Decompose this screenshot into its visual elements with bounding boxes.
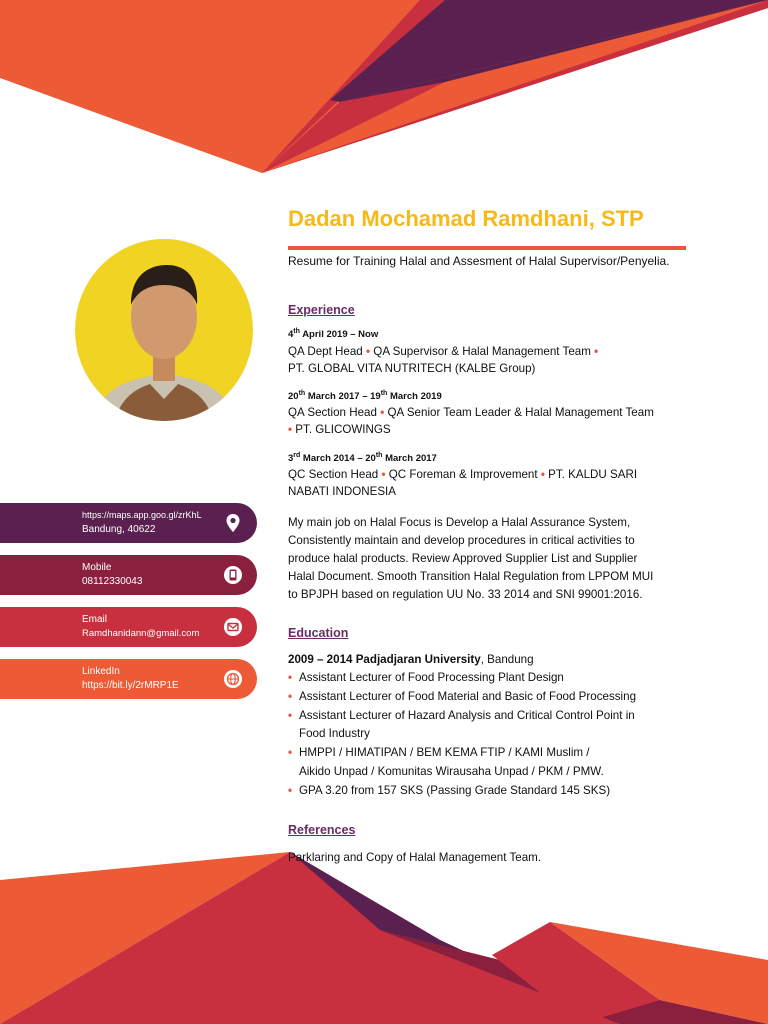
email-label: Email	[82, 614, 108, 625]
contact-mobile[interactable]	[0, 555, 257, 595]
location-pin-icon	[223, 513, 243, 533]
experience-role: QC Section Head • QC Foreman & Improvement • PT. KALDU SARI	[288, 468, 638, 481]
experience-date: 4th April 2019 – Now	[288, 328, 379, 341]
address-city: Bandung, 40622	[82, 524, 156, 535]
education-bullet: • Assistant Lecturer of Food Processing Plant Design	[288, 671, 564, 684]
phone-icon	[223, 565, 243, 585]
address-link[interactable]: https://maps.app.goo.gl/zrKhL	[82, 510, 202, 520]
email-value[interactable]: Ramdhanidann@gmail.com	[82, 628, 200, 639]
education-bullet: • GPA 3.20 from 157 SKS (Passing Grade Standard 145 SKS)	[288, 784, 611, 797]
mail-icon	[223, 617, 243, 637]
experience-date: 3rd March 2014 – 20th March 2017	[288, 452, 437, 465]
summary-line: Halal Document. Smooth Transition Halal Regulation from LPPOM MUI	[288, 570, 654, 583]
mobile-value[interactable]: 08112330043	[82, 576, 143, 587]
contact-address[interactable]	[0, 503, 257, 543]
experience-company: NABATI INDONESIA	[288, 485, 397, 498]
education-bullet: Aikido Unpad / Komunitas Wirausaha Unpad / PKM / PMW.	[299, 765, 604, 778]
references-text: Parklaring and Copy of Halal Management Team.	[288, 851, 542, 864]
experience-date: 20th March 2017 – 19th March 2019	[288, 390, 442, 403]
section-heading-education: Education	[288, 626, 349, 640]
summary-line: My main job on Halal Focus is Develop a Halal Assurance System,	[288, 516, 631, 529]
globe-icon	[223, 669, 243, 689]
summary-line: produce halal products. Review Approved Supplier List and Supplier	[288, 552, 638, 565]
job-summary	[288, 514, 688, 604]
experience-company: • PT. GLICOWINGS	[288, 423, 391, 436]
experience-role: QA Dept Head • QA Supervisor & Halal Management Team •	[288, 345, 599, 358]
education-bullet: • HMPPI / HIMATIPAN / BEM KEMA FTIP / KAMI Muslim /	[288, 746, 590, 759]
resume-subtitle: Resume for Training Halal and Assesment of Halal Supervisor/Penyelia.	[288, 254, 670, 268]
section-heading-experience: Experience	[288, 303, 355, 317]
linkedin-link[interactable]: https://bit.ly/2rMRP1E	[82, 680, 179, 691]
education-bullet: • Assistant Lecturer of Hazard Analysis and Critical Control Point in	[288, 709, 635, 722]
contact-email[interactable]	[0, 607, 257, 647]
education-bullet: Food Industry	[299, 727, 370, 740]
experience-role: QA Section Head • QA Senior Team Leader & Halal Management Team	[288, 406, 654, 419]
linkedin-label: LinkedIn	[82, 666, 120, 677]
mobile-label: Mobile	[82, 562, 112, 573]
title-divider	[288, 246, 686, 250]
profile-photo	[75, 239, 253, 421]
person-name: Dadan Mochamad Ramdhani, STP	[288, 206, 644, 231]
education-heading: 2009 – 2014 Padjadjaran University, Bandung	[288, 653, 534, 666]
contact-linkedin[interactable]	[0, 659, 257, 699]
summary-line: Consistently maintain and develop procedures in critical activities to	[288, 534, 635, 547]
section-heading-references: References	[288, 823, 356, 837]
summary-line: to BPJPH based on regulation UU No. 33 2014 and SNI 99001:2016.	[288, 588, 643, 601]
experience-company: PT. GLOBAL VITA NUTRITECH (KALBE Group)	[288, 362, 536, 375]
education-bullet: • Assistant Lecturer of Food Material and Basic of Food Processing	[288, 690, 637, 703]
